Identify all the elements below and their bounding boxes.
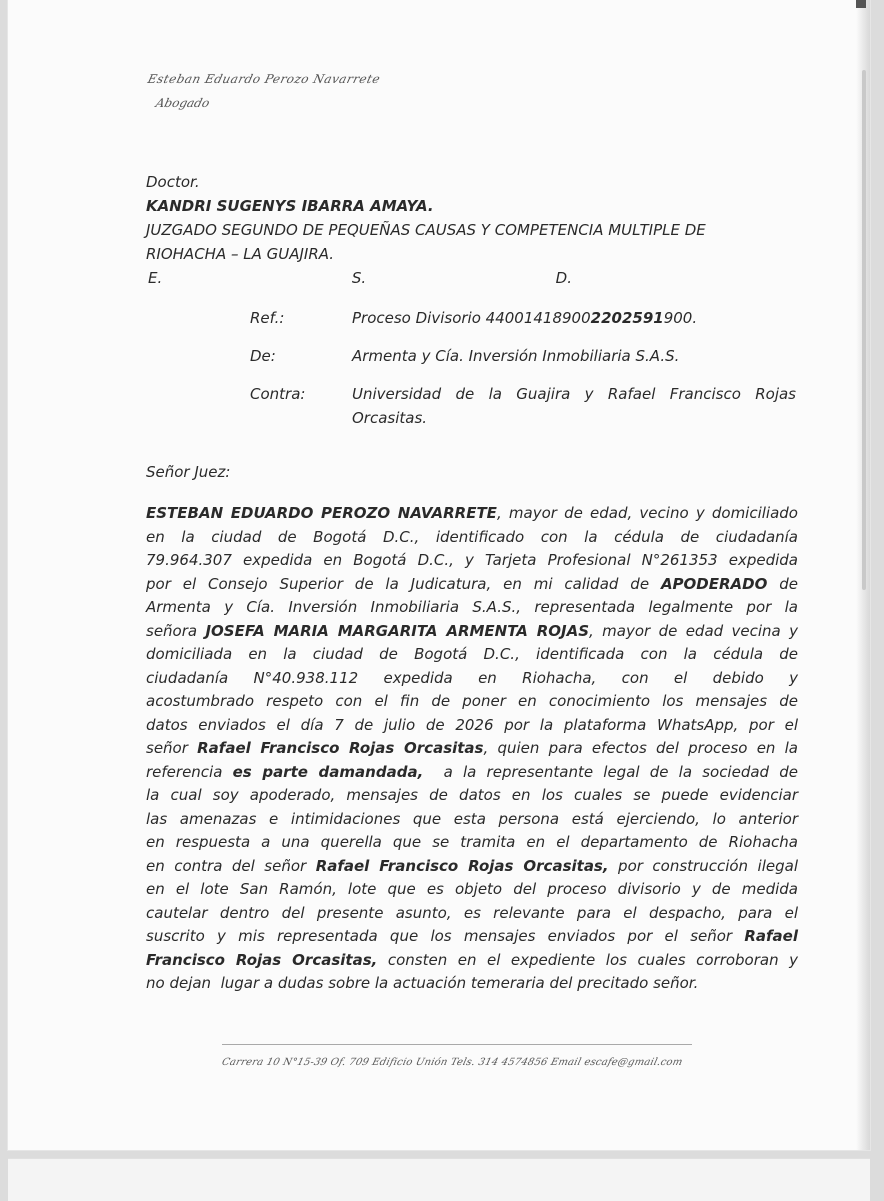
- paragraph-line: en el lote San Ramón, lote que es objeto del proceso divisorio y de medida: [146, 880, 798, 898]
- paragraph-line: no dejan lugar a dudas sobre la actuación temeraria del precitado señor.: [146, 974, 699, 992]
- representative-bold: JOSEFA MARIA MARGARITA ARMENTA ROJAS: [205, 621, 590, 640]
- paragraph-line: domiciliada en la ciudad de Bogotá D.C., identificada con la cédula de: [146, 645, 798, 663]
- esd-line: [148, 266, 572, 290]
- text-run: , mayor de edad vecina y: [589, 621, 798, 640]
- text-run: señor: [146, 739, 198, 757]
- defendant-bold: Rafael Francisco Rojas Orcasitas: [197, 739, 484, 757]
- text-run: , mayor de edad, vecino y domiciliado: [496, 504, 798, 522]
- court-line-1: JUZGADO SEGUNDO DE PEQUEÑAS CAUSAS Y COMPETENCIA MULTIPLE DE: [146, 221, 706, 239]
- text-run: en contra del señor: [146, 856, 316, 875]
- reference-block: [250, 306, 798, 430]
- letterhead-title: Abogado: [154, 96, 212, 110]
- paragraph-line: [146, 737, 798, 761]
- ref-row-contra: [250, 382, 798, 430]
- ref-value-suffix: 900.: [663, 309, 698, 327]
- esd-d: D.: [555, 269, 572, 287]
- text-run: a la representante legal de la sociedad de: [423, 762, 798, 781]
- ref-value: [352, 306, 796, 330]
- ref-row-de: [250, 344, 798, 368]
- text-run: de: [767, 574, 798, 593]
- esd-e: E.: [148, 269, 163, 287]
- letter-body: [146, 170, 798, 996]
- scroll-indicator[interactable]: [862, 70, 866, 590]
- next-page-edge: [8, 1158, 870, 1201]
- text-run: referencia: [146, 762, 233, 781]
- document-page: [8, 0, 870, 1150]
- contra-value: Universidad de la Guajira y Rafael Francisco Rojas Orcasitas.: [352, 385, 796, 427]
- paragraph-line: cautelar dentro del presente asunto, es relevante para el despacho, para el: [146, 903, 798, 922]
- paragraph-line: en respuesta a una querella que se tramita en el departamento de Riohacha: [146, 833, 798, 851]
- addressee-honorific: Doctor.: [146, 173, 200, 191]
- paragraph-line: ciudadanía N°40.938.112 expedida en Riohacha, con el debido y: [146, 668, 798, 687]
- paragraph-line: 79.964.307 expedida en Bogotá D.C., y Tarjeta Profesional N°261353 expedida: [146, 551, 798, 569]
- defendant-bold: Rafael Francisco Rojas Orcasitas,: [315, 856, 609, 875]
- main-paragraph: [146, 502, 798, 996]
- letterhead: [148, 72, 380, 110]
- defendant-bold: Rafael: [744, 927, 798, 945]
- paragraph-line: [146, 573, 798, 597]
- paragraph-line: datos enviados el día 7 de julio de 2026 por la plataforma WhatsApp, por el: [146, 715, 798, 734]
- esd-s: S.: [351, 269, 367, 287]
- letterhead-name: Esteban Eduardo Perozo Navarrete: [146, 72, 382, 86]
- defendant-bold: Francisco Rojas Orcasitas,: [146, 950, 378, 969]
- apoderado-bold: APODERADO: [660, 574, 768, 593]
- party-bold: es parte damandada,: [232, 762, 424, 781]
- paragraph-line: Armenta y Cía. Inversión Inmobiliaria S.A.S., representada legalmente por la: [146, 598, 798, 616]
- text-run: señora: [146, 621, 206, 640]
- paragraph-line: la cual soy apoderado, mensajes de datos en los cuales se puede evidenciar: [146, 786, 798, 804]
- court-line-2: RIOHACHA – LA GUAJIRA.: [146, 245, 335, 263]
- text-run: , quien para efectos del proceso en la: [483, 739, 799, 757]
- paragraph-line: [146, 949, 798, 973]
- contra-label: Contra:: [250, 385, 306, 403]
- name-bold: ESTEBAN EDUARDO PEROZO NAVARRETE: [146, 504, 497, 522]
- de-label: De:: [250, 347, 276, 365]
- paragraph-line: [146, 620, 798, 644]
- paragraph-line: las amenazas e intimidaciones que esta persona está ejerciendo, lo anterior: [146, 809, 798, 828]
- addressee-name: KANDRI SUGENYS IBARRA AMAYA.: [146, 197, 434, 215]
- paragraph-line: [146, 855, 798, 879]
- text-run: por el Consejo Superior de la Judicatura, en mi calidad de: [146, 574, 661, 593]
- ref-value-prefix: Proceso Divisorio 44001418900: [352, 309, 591, 327]
- text-run: por construcción ilegal: [608, 856, 798, 875]
- paragraph-line: [146, 502, 798, 526]
- text-run: suscrito y mis representada que los mensajes enviados por el señor: [146, 927, 745, 945]
- footer-contact: Carrera 10 N°15-39 Of. 709 Edificio Unión Tels. 314 4574856 Email escafe@gmail.com: [220, 1057, 684, 1068]
- letterhead-footer: [222, 1044, 692, 1068]
- paragraph-line: [146, 925, 798, 949]
- de-value: Armenta y Cía. Inversión Inmobiliaria S.A.S.: [352, 347, 680, 365]
- corner-mark: [856, 0, 866, 8]
- salutation: Señor Juez:: [146, 463, 231, 481]
- ref-row-process: [250, 306, 798, 330]
- paragraph-line: en la ciudad de Bogotá D.C., identificado con la cédula de ciudadanía: [146, 527, 798, 546]
- paragraph-line: acostumbrado respeto con el fin de poner en conocimiento los mensajes de: [146, 692, 798, 710]
- paragraph-line: [146, 761, 798, 785]
- ref-label: Ref.:: [250, 309, 285, 327]
- ref-value-bold: 2202591: [590, 309, 664, 327]
- text-run: consten en el expediente los cuales corroboran y: [377, 950, 798, 969]
